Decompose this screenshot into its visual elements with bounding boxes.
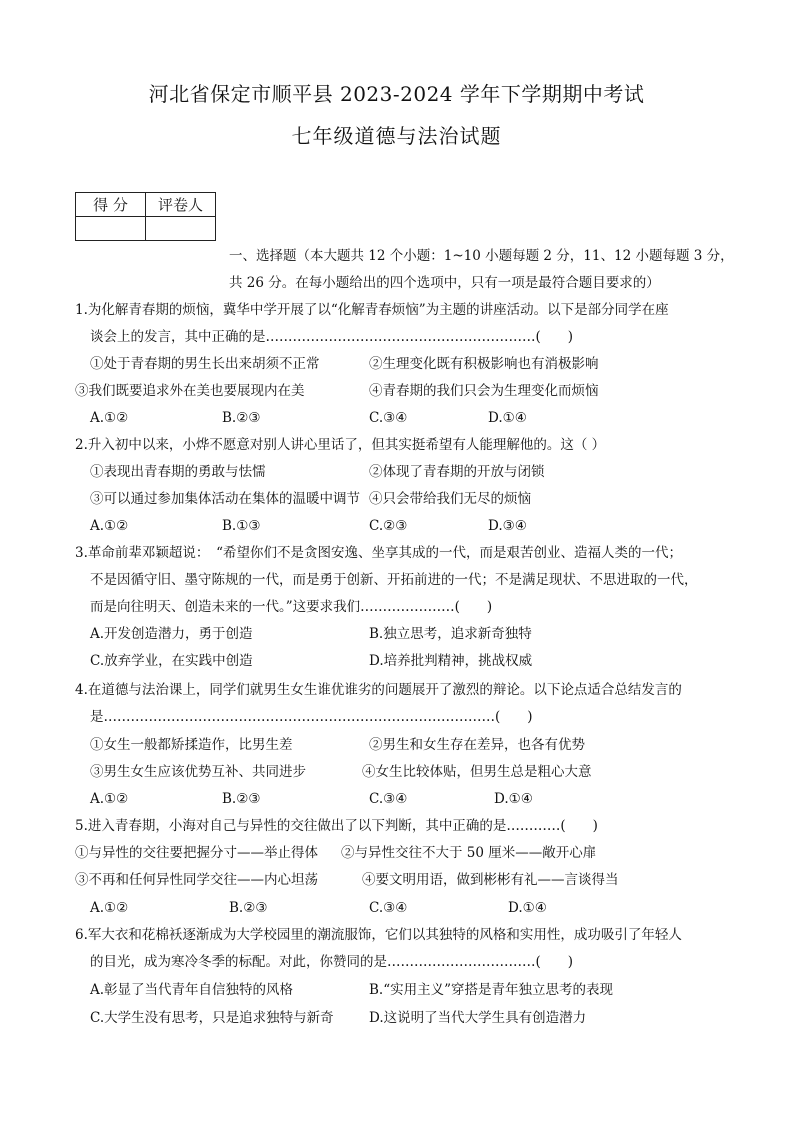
question-3-option-b[interactable]: B.独立思考，追求新奇独特	[369, 626, 532, 642]
question-4-option-b[interactable]: B.②③	[222, 791, 261, 807]
question-5-statement: ④要文明用语，做到彬彬有礼——言谈得当	[362, 872, 619, 888]
question-4-statement: ①女生一般都矫揉造作，比男生差	[90, 737, 293, 753]
question-2-option-c[interactable]: C.②③	[369, 518, 408, 534]
question-3-option-d[interactable]: D.培养批判精神，挑战权威	[369, 653, 533, 669]
question-1-option-b[interactable]: B.②③	[222, 410, 261, 426]
question-1-option-c[interactable]: C.③④	[369, 410, 408, 426]
question-6-option-a[interactable]: A.彰显了当代青年自信独特的风格	[90, 982, 294, 998]
section-header-line2: 共 26 分。在每小题给出的四个选项中，只有一项是最符合题目要求的）	[229, 275, 660, 291]
exam-subtitle: 七年级道德与法治试题	[291, 124, 502, 148]
grader-header: 评卷人	[146, 193, 216, 217]
question-4-stem: 4.在道德与法治课上，同学们就男生女生谁优谁劣的问题展开了激烈的辩论。以下论点适合总结发言的	[75, 682, 682, 698]
question-5-option-b[interactable]: B.②③	[229, 900, 268, 916]
question-5-statement: ①与异性的交往要把握分寸——举止得体	[75, 845, 318, 861]
question-6-option-d[interactable]: D.这说明了当代大学生具有创造潜力	[369, 1010, 587, 1026]
question-4-statement: ②男生和女生存在差异，也各有优势	[369, 737, 585, 753]
question-1-option-a[interactable]: A.①②	[90, 410, 129, 426]
question-1-stem: 1.为化解青春期的烦恼，冀华中学开展了以“化解青春烦恼”为主题的讲座活动。以下是部分同学在座	[75, 302, 669, 318]
score-table	[75, 192, 216, 241]
question-2-option-d[interactable]: D.③④	[488, 518, 527, 534]
question-4-option-d[interactable]: D.①④	[494, 791, 533, 807]
question-1-option-d[interactable]: D.①④	[488, 410, 527, 426]
question-5-option-c[interactable]: C.③④	[369, 900, 408, 916]
question-3-stem: 不是因循守旧、墨守陈规的一代，而是勇于创新、开拓前进的一代；不是满足现状、不思进取的一代，	[90, 572, 698, 588]
question-1-stem: 谈会上的发言，其中正确的是……………………………………………………( )	[90, 329, 574, 345]
question-1-statement: ②生理变化既有积极影响也有消极影响	[369, 356, 599, 372]
question-4-statement: ③男生女生应该优势互补、共同进步	[90, 764, 306, 780]
question-6-stem: 6.军大衣和花棉袄逐渐成为大学校园里的潮流服饰，它们以其独特的风格和实用性，成功吸引了年轻人	[75, 927, 682, 943]
question-1-statement: ③我们既要追求外在美也要展现内在美	[75, 383, 305, 399]
question-3-stem: 而是向往明天、创造未来的一代。”这要求我们…………………( )	[90, 599, 493, 615]
question-3-option-a[interactable]: A.开发创造潜力，勇于创造	[90, 626, 253, 642]
question-1-statement: ①处于青春期的男生长出来胡须不正常	[90, 356, 320, 372]
question-5-option-a[interactable]: A.①②	[90, 900, 129, 916]
question-4-statement: ④女生比较体贴，但男生总是粗心大意	[362, 764, 592, 780]
question-2-statement: ③可以通过参加集体活动在集体的温暖中调节	[90, 491, 360, 507]
score-header: 得 分	[76, 193, 146, 217]
question-4-option-a[interactable]: A.①②	[90, 791, 129, 807]
question-6-stem: 的目光，成为寒冷冬季的标配。对此，你赞同的是……………………………( )	[90, 954, 574, 970]
section-header-line1: 一、选择题（本大题共 12 个小题：1~10 小题每题 2 分，11、12 小题每题 3 分，	[229, 248, 734, 264]
question-2-option-a[interactable]: A.①②	[90, 518, 129, 534]
question-5-option-d[interactable]: D.①④	[508, 900, 547, 916]
question-3-stem: 3.革命前辈邓颖超说： “希望你们不是贪图安逸、坐享其成的一代，而是艰苦创业、造福人类的一代；	[75, 545, 683, 561]
question-5-statement: ③不再和任何异性同学交往——内心坦荡	[75, 872, 318, 888]
exam-title: 河北省保定市顺平县 2023-2024 学年下学期期中考试	[148, 82, 645, 106]
question-5-statement: ②与异性交往不大于 50 厘米——敞开心扉	[341, 845, 597, 861]
question-5-stem: 5.进入青春期，小海对自己与异性的交往做出了以下判断，其中正确的是…………( )	[75, 818, 598, 834]
score-cell	[76, 217, 146, 241]
question-2-option-b[interactable]: B.①③	[222, 518, 261, 534]
question-1-statement: ④青春期的我们只会为生理变化而烦恼	[369, 383, 599, 399]
question-2-statement: ②体现了青春期的开放与闭锁	[369, 464, 545, 480]
question-2-stem: 2.升入初中以来，小烨不愿意对别人讲心里话了，但其实挺希望有人能理解他的。这（ ）	[75, 437, 606, 453]
question-3-option-c[interactable]: C.放弃学业，在实践中创造	[90, 653, 253, 669]
question-4-option-c[interactable]: C.③④	[369, 791, 408, 807]
question-6-option-c[interactable]: C.大学生没有思考，只是追求独特与新奇	[90, 1010, 334, 1026]
question-2-statement: ④只会带给我们无尽的烦恼	[369, 491, 531, 507]
question-4-stem: 是……………………………………………………………………………( )	[90, 709, 533, 725]
grader-cell	[146, 217, 216, 241]
question-6-option-b[interactable]: B.“实用主义”穿搭是青年独立思考的表现	[369, 982, 614, 998]
question-2-statement: ①表现出青春期的勇敢与怯懦	[90, 464, 266, 480]
